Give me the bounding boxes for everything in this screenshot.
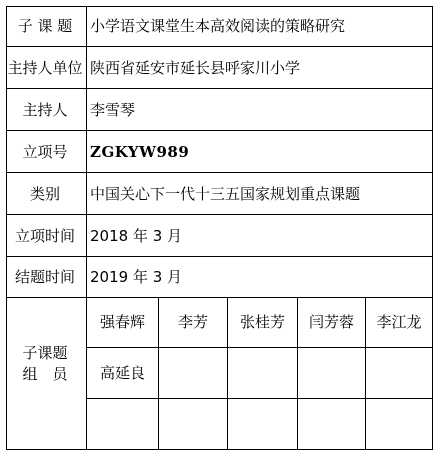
member-cell: 闫芳蓉	[308, 313, 354, 331]
host-unit-label: 主持人单位	[7, 59, 83, 77]
host-unit-value: 陕西省延安市延长县呼家川小学	[90, 59, 301, 77]
row-divider	[6, 130, 433, 131]
border-top	[6, 6, 433, 7]
members-group-label-line1: 子课题	[22, 344, 68, 362]
project-number-label: 立项号	[22, 143, 68, 161]
members-row-divider	[86, 398, 433, 399]
border-bottom	[6, 449, 433, 450]
members-row-divider	[86, 347, 433, 348]
member-cell: 高延良	[99, 364, 145, 382]
member-cell: 张桂芳	[239, 313, 285, 331]
category-label: 类别	[29, 185, 60, 203]
host-label: 主持人	[22, 101, 68, 119]
approval-date-label: 立项时间	[14, 227, 75, 245]
border-right	[432, 6, 433, 450]
subtopic-label: 子 课 题	[17, 17, 73, 35]
category-value: 中国关心下一代十三五国家规划重点课题	[90, 185, 361, 203]
member-cell: 李芳	[177, 313, 208, 331]
subtopic-value: 小学语文课堂生本高效阅读的策略研究	[90, 17, 346, 35]
row-divider	[6, 256, 433, 257]
label-column-divider	[86, 6, 87, 450]
host-value: 李雪琴	[90, 101, 136, 119]
members-group-label-line2: 组 员	[22, 365, 68, 383]
member-cell: 李江龙	[376, 313, 422, 331]
completion-date-value: 2019 年 3 月	[90, 268, 183, 286]
member-cell: 强春辉	[99, 313, 145, 331]
row-divider	[6, 297, 433, 298]
completion-date-label: 结题时间	[14, 268, 75, 286]
row-divider	[6, 172, 433, 173]
row-divider	[6, 214, 433, 215]
row-divider	[6, 88, 433, 89]
project-number-value: ZGKYW989	[90, 143, 190, 161]
approval-date-value: 2018 年 3 月	[90, 227, 183, 245]
row-divider	[6, 46, 433, 47]
